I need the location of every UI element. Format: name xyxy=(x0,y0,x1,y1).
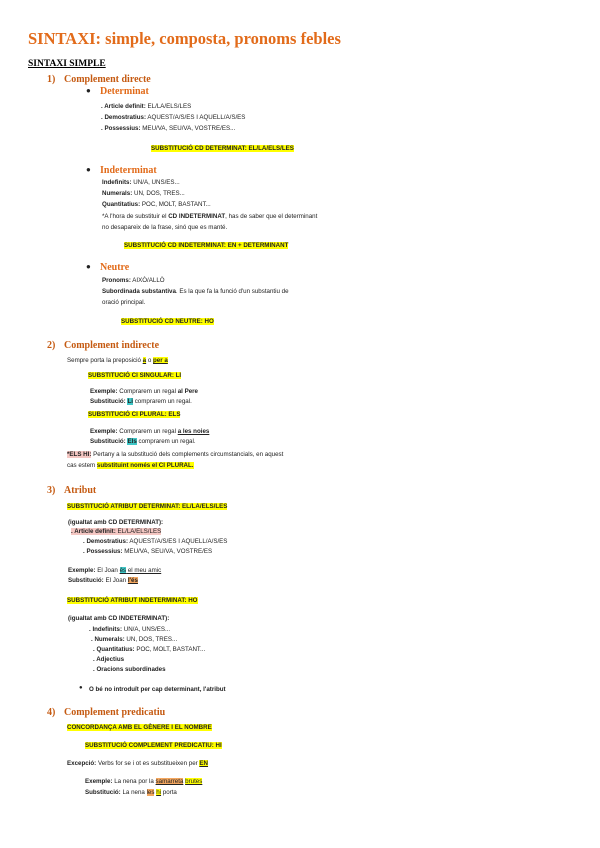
cd-neutre-line-1: Pronoms: AIXÒ/ALLÒ xyxy=(102,277,165,284)
atr-b-line-3: . Quantitatius: POC, MOLT, BASTANT... xyxy=(93,646,206,653)
atr-heading-number: 3) xyxy=(47,485,56,496)
bullet-icon: ● xyxy=(86,165,91,174)
cd-neutre-line-3: oració principal. xyxy=(102,299,146,306)
atr-heading: Atribut xyxy=(64,485,97,496)
cd-indet-line-3: Quantitatius: POC, MOLT, BASTANT... xyxy=(102,201,211,208)
ci-singular-substitution: SUBSTITUCIÓ CI SINGULAR: LI xyxy=(88,372,182,379)
ci-heading: Complement indirecte xyxy=(64,340,160,351)
cd-indet-line-1: Indefinits: UN/A, UNS/ES... xyxy=(102,179,180,186)
ci-example-2: Exemple: Comprarem un regal a les noies xyxy=(90,428,210,435)
cd-heading: Complement directe xyxy=(64,74,151,85)
cd-neutre-substitution: SUBSTITUCIÓ CD NEUTRE: HO xyxy=(121,318,214,325)
atr-a-line-3: . Possessius: MEU/VA, SEU/VA, VOSTRE/ES xyxy=(83,548,213,555)
atr-a-line-2: . Demostratius: AQUEST/A/S/ES I AQUELL/A/S/ES xyxy=(83,538,228,545)
atr-b-line-4: . Adjectius xyxy=(93,656,125,663)
cp-heading: Complement predicatiu xyxy=(64,707,166,718)
cp-example: Exemple: La nena por la samarreta brutes xyxy=(85,778,203,785)
bullet-icon: ● xyxy=(79,685,83,691)
cd-indet-note-2: no desapareix de la frase, sinó que es manté. xyxy=(102,224,228,231)
atr-example-1: Exemple: El Joan és el meu amic xyxy=(68,567,162,574)
cd-neutre-label: Neutre xyxy=(100,262,130,273)
cp-concordance: CONCORDANÇA AMB EL GÈNERE I EL NOMBRE xyxy=(67,724,212,731)
section-heading: SINTAXI SIMPLE xyxy=(28,59,106,69)
ci-elshi-note-1: *ELS HI: Pertany a la substitució dels complements circumstancials, en aquest xyxy=(67,451,284,458)
ci-heading-number: 2) xyxy=(47,340,56,351)
cd-det-substitution: SUBSTITUCIÓ CD DETERMINAT: EL/LA/ELS/LES xyxy=(151,145,294,152)
bullet-icon: ● xyxy=(86,262,91,271)
atr-equality-1: (igualtat amb CD DETERMINAT): xyxy=(68,519,164,526)
cd-indeterminat-label: Indeterminat xyxy=(100,165,157,176)
ci-intro: Sempre porta la preposició a o per a xyxy=(67,357,168,364)
cp-exception: Excepció: Verbs for se i ot es substitueixen per EN xyxy=(67,760,209,767)
atr-det-substitution: SUBSTITUCIÓ ATRIBUT DETERMINAT: EL/LA/ELS/LES xyxy=(67,503,228,510)
atr-b-line-1: . Indefinits: UN/A, UNS/ES... xyxy=(89,626,171,633)
cd-heading-number: 1) xyxy=(47,74,56,85)
cp-substitution: SUBSTITUCIÓ COMPLEMENT PREDICATIU: HI xyxy=(85,742,222,749)
cd-indet-line-2: Numerals: UN, DOS, TRES... xyxy=(102,190,185,197)
atr-note: O bé no introduït per cap determinant, l'atribut xyxy=(89,686,226,693)
cd-determinat-label: Determinat xyxy=(100,86,149,97)
ci-plural-substitution: SUBSTITUCIÓ CI PLURAL: ELS xyxy=(88,411,181,418)
ci-example-1: Exemple: Comprarem un regal al Pere xyxy=(90,388,198,395)
bullet-icon: ● xyxy=(86,86,91,95)
ci-substitution-2: Substitució: Els comprarem un regal. xyxy=(90,438,196,445)
atr-indet-substitution: SUBSTITUCIÓ ATRIBUT INDETERMINAT: HO xyxy=(67,597,198,604)
cd-det-line-3: . Possessius: MEU/VA, SEU/VA, VOSTRE/ES... xyxy=(101,125,236,132)
atr-b-line-5: . Oracions subordinades xyxy=(93,666,166,673)
cd-neutre-line-2: Subordinada substantiva. Es la que fa la funció d'un substantiu de xyxy=(102,288,289,295)
cp-substitution-example: Substitució: La nena les hi porta xyxy=(85,789,177,796)
cp-heading-number: 4) xyxy=(47,707,56,718)
atr-a-line-1: . Article definit: EL/LA/ELS/LES xyxy=(71,528,162,535)
document-title: SINTAXI: simple, composta, pronoms febles xyxy=(28,29,341,48)
ci-substitution-1: Substitució: Li comprarem un regal. xyxy=(90,398,192,405)
atr-b-line-2: . Numerals: UN, DOS, TRES... xyxy=(91,636,178,643)
atr-equality-2: (igualtat amb CD INDETERMINAT): xyxy=(68,615,170,622)
cd-indet-note-1: *A l'hora de substituir el CD INDETERMINAT, has de saber que el determinant xyxy=(102,213,318,220)
atr-substitution-1: Substitució: El Joan l'és xyxy=(68,577,138,584)
cd-det-line-1: . Article definit: EL/LA/ELS/LES xyxy=(101,103,192,110)
cd-det-line-2: . Demostratius: AQUEST/A/S/ES I AQUELL/A/S/ES xyxy=(101,114,246,121)
ci-elshi-note-2: cas estem substituint només el CI PLURAL. xyxy=(67,462,194,469)
cd-indet-substitution: SUBSTITUCIÓ CD INDETERMINAT: EN + DETERMINANT xyxy=(124,242,289,249)
